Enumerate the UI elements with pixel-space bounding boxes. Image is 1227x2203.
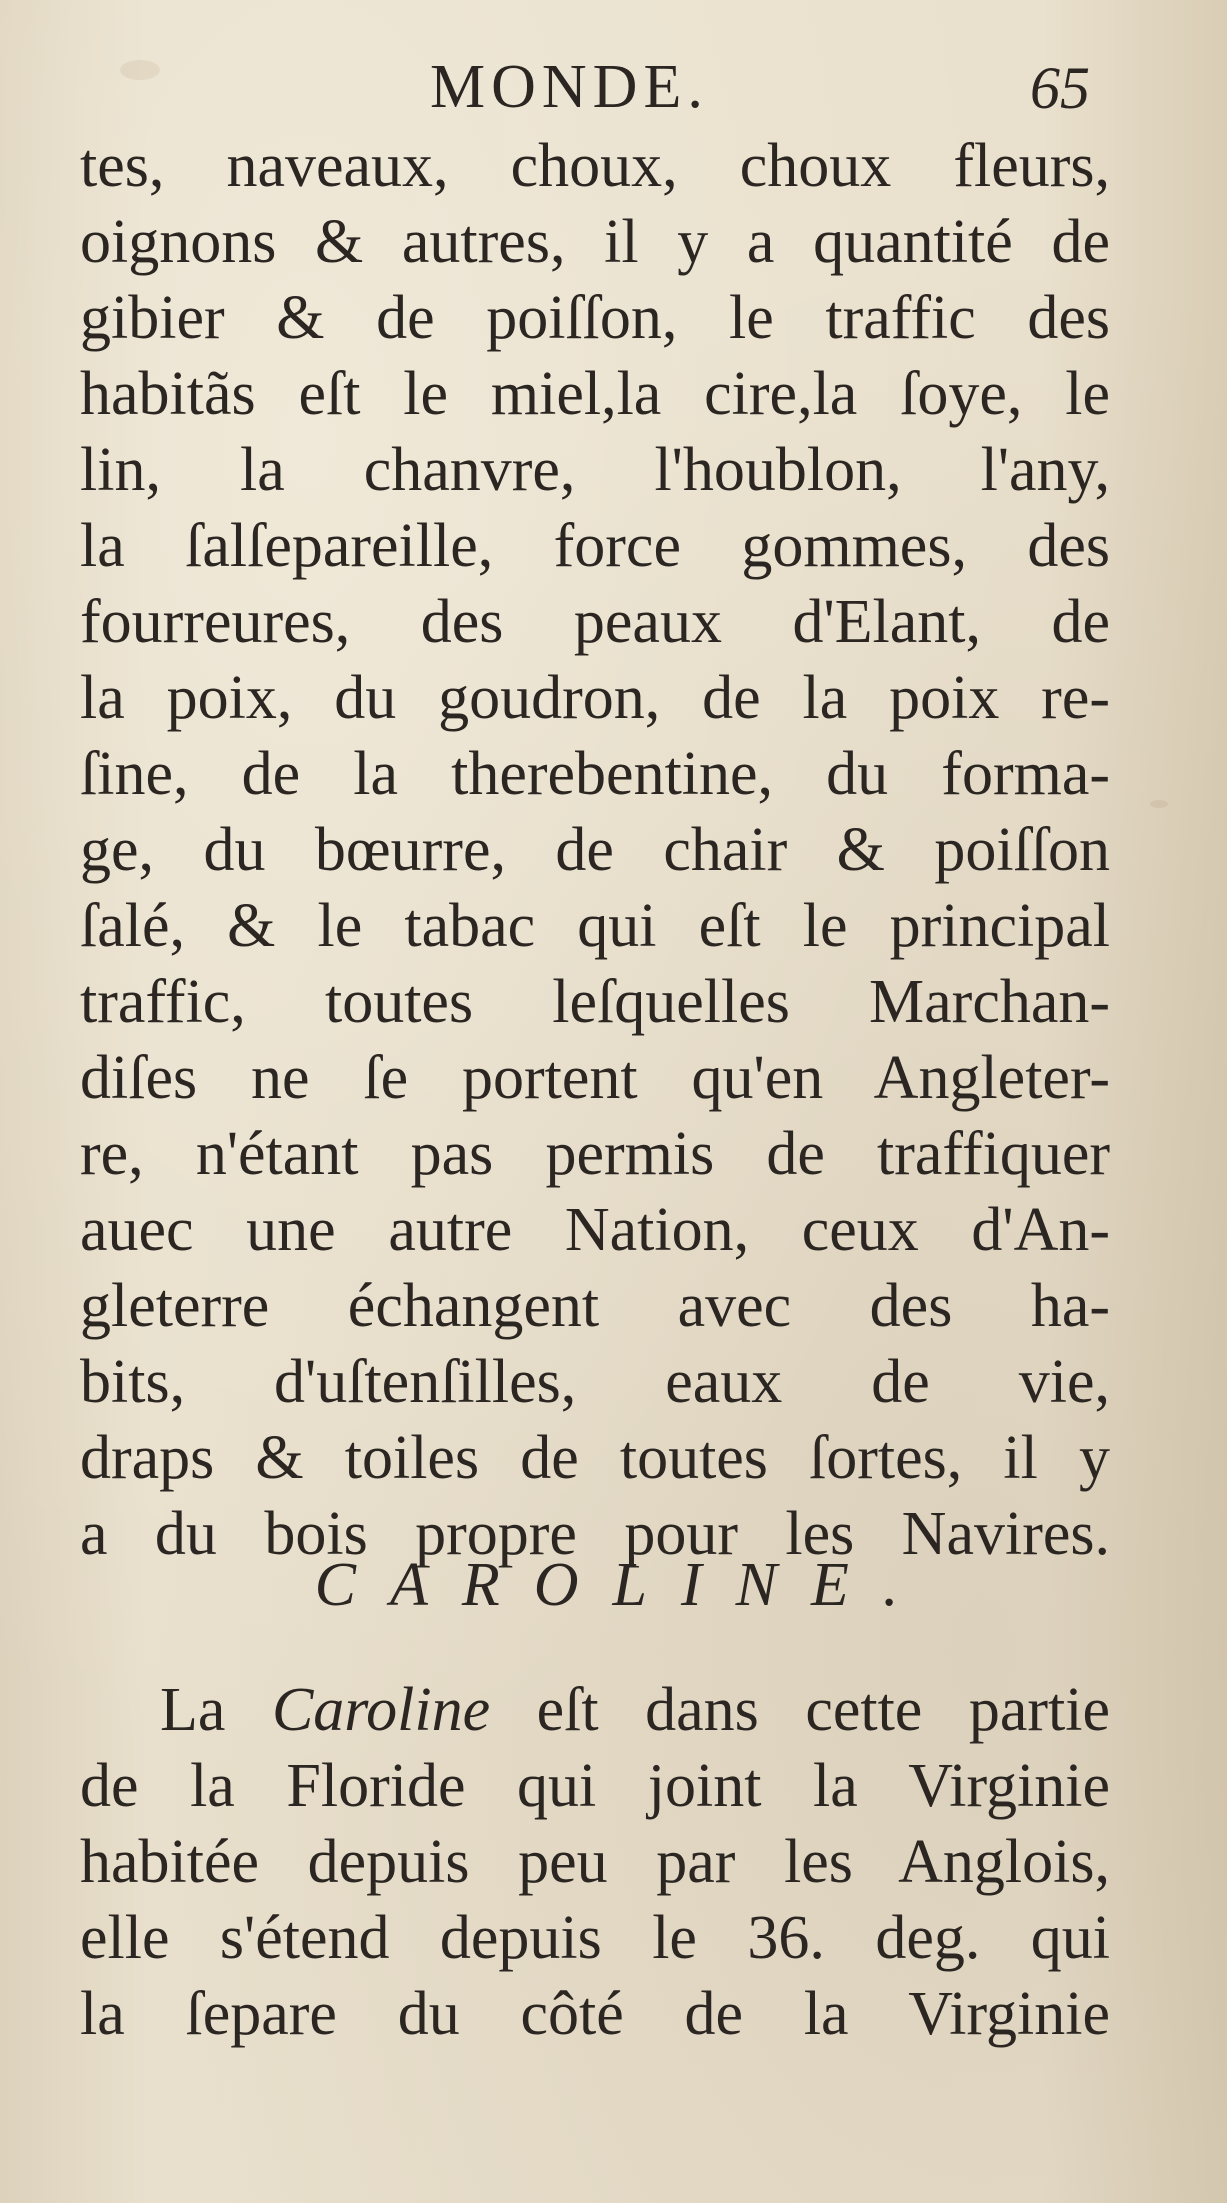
text-fragment: La [160, 1676, 272, 1744]
text-line: oignons & autres, il y a quantité de [80, 208, 1110, 276]
text-line: draps & toiles de toutes ſortes, il y [80, 1424, 1110, 1492]
text-line: tes, naveaux, choux, choux fleurs, [80, 132, 1110, 200]
text-line: a du bois propre pour les Navires. [80, 1500, 1110, 1568]
paragraph-caroline [80, 1672, 1110, 2052]
text-line: la ſepare du côté de la Virginie [80, 1980, 1110, 2048]
text-line: elle s'étend depuis le 36. deg. qui [80, 1904, 1110, 1972]
paragraph-continued [80, 128, 1110, 1572]
text-line: ſalé, & le tabac qui eſt le principal [80, 892, 1110, 960]
text-line: ſine, de la therebentine, du forma- [80, 740, 1110, 808]
text-line: habitée depuis peu par les Anglois, [80, 1828, 1110, 1896]
text-line: traffic, toutes leſquelles Marchan- [80, 968, 1110, 1036]
text-line: gibier & de poiſſon, le traffic des [80, 284, 1110, 352]
text-fragment: eſt dans cette partie [490, 1676, 1110, 1744]
section-heading: CAROLINE. [314, 1551, 933, 1619]
text-line: fourreures, des peaux d'Elant, de [80, 588, 1110, 656]
text-line: de la Floride qui joint la Virginie [80, 1752, 1110, 1820]
text-line: diſes ne ſe portent qu'en Angleter- [80, 1044, 1110, 1112]
text-line: bits, d'uſtenſilles, eaux de vie, [80, 1348, 1110, 1416]
text-line: auec une autre Nation, ceux d'An- [80, 1196, 1110, 1264]
text-line: la poix, du goudron, de la poix re- [80, 664, 1110, 732]
text-line: gleterre échangent avec des ha- [80, 1272, 1110, 1340]
running-title: MONDE. [430, 53, 709, 121]
text-line: lin, la chanvre, l'houblon, l'any, [80, 436, 1110, 504]
text-line: habitãs eſt le miel,la cire,la ſoye, le [80, 360, 1110, 428]
text-line: ge, du bœurre, de chair & poiſſon [80, 816, 1110, 884]
text-line-first [80, 1672, 1110, 1748]
ink-speck [1150, 800, 1168, 808]
text-line: re, n'étant pas permis de traffiquer [80, 1120, 1110, 1188]
text-line: la ſalſepareille, force gommes, des [80, 512, 1110, 580]
page-number: 65 [1030, 55, 1090, 121]
page-header [0, 52, 1227, 132]
italic-term: Caroline [271, 1676, 491, 1744]
